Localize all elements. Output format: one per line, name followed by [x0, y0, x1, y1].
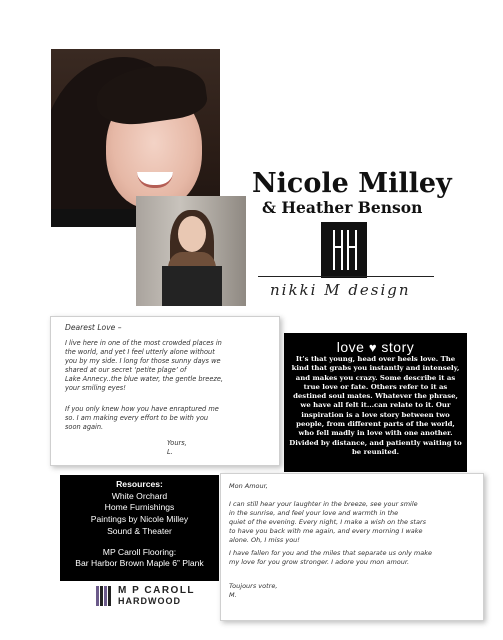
sponsor-name: M P CAROLL [118, 585, 196, 596]
sponsor-subtitle: HARDWOOD [118, 596, 181, 606]
flooring-item: Bar Harbor Brown Maple 6” Plank [75, 558, 204, 569]
letter-right-paragraph-2: I have fallen for you and the miles that separate us only make my love for you grow stronger. I adore you mon amour. [229, 549, 432, 566]
love-story-heading [284, 339, 467, 355]
brand-name: nikki M design [270, 281, 411, 299]
resources-panel [60, 475, 219, 581]
letter-right-paragraph-1: I can still hear your laughter in the breeze, see your smile in the sunrise, and feel your love and warmth in the quiet of the evening. Every night, I make a wish on the stars to have you back with me again, and every morning I wake alone. Oh, I miss you! [229, 500, 427, 544]
portrait-small-face [178, 216, 206, 252]
sponsor-logo [96, 585, 196, 609]
love-letter-left [50, 316, 280, 466]
sponsor-logo-mark [96, 586, 114, 606]
letter-left-signoff: Yours, L. [167, 439, 187, 456]
portrait-small-top [162, 266, 222, 306]
letter-left-paragraph-2: If you only knew how you have enraptured me so. I am making every effort to be with you soon again. [65, 405, 219, 431]
love-letter-right [220, 473, 484, 621]
resources-title: Resources: [116, 479, 163, 489]
resources-item: Home Furnishings [104, 502, 175, 513]
love-story-body: It’s that young, head over heels love. The kind that grabs you instantly and intensely, and makes you crazy. Some describe it as true love or fate. Others refer to it as destined soul mates. Whatever the phrase, we have all felt it...can relate to it. Our inspiration is a love story between two people, from different parts of the world, who fell madly in love with one another. Divided by distance, and patiently waiting to be reunited. [289, 355, 462, 456]
letter-left-paragraph-1: I live here in one of the most crowded places in the world, and yet I feel utterly alone without you by my side. I long for those sunny days we shared at our secret ‘petite plage’ of Lake Annecy..the blue water, the gentle breeze, your smiling eyes! [65, 339, 223, 392]
portrait-photo-small [136, 196, 246, 306]
heart-icon: ♥ [368, 340, 378, 355]
flooring-title: MP Caroll Flooring: [102, 546, 177, 557]
brand-logo-mark [321, 222, 367, 278]
letter-right-greeting: Mon Amour, [229, 482, 268, 490]
letter-left-greeting: Dearest Love – [65, 323, 122, 332]
love-story-heading-right: story [381, 339, 415, 355]
resources-item: Paintings by Nicole Milley [90, 514, 189, 525]
letter-right-signoff: Toujours votre, M. [229, 582, 278, 599]
designer-name-primary: Nicole Milley [252, 168, 452, 199]
resources-item: White Orchard [111, 490, 168, 501]
love-story-heading-left: love [336, 339, 365, 355]
love-story-panel [284, 333, 467, 472]
brand-divider [258, 276, 434, 277]
designer-name-secondary: & Heather Benson [262, 198, 423, 217]
resources-item: Sound & Theater [107, 525, 172, 536]
